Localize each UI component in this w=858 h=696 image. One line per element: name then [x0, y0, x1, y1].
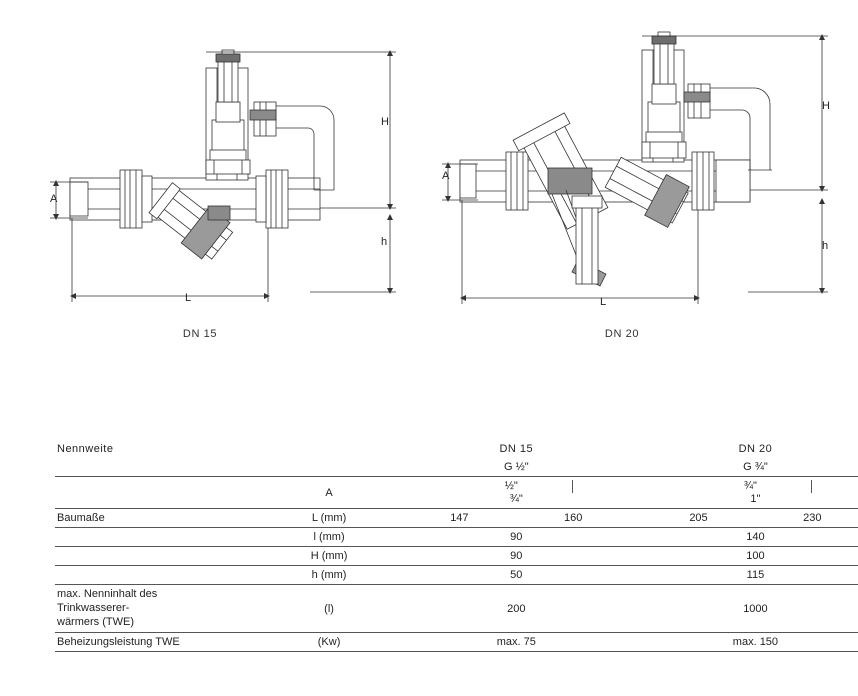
thread-dn20: G ¾" [743, 461, 768, 473]
row-value-dn20 [636, 509, 858, 528]
row-value-dn20: 140 [636, 528, 858, 547]
row-value-dn20 [636, 477, 858, 509]
row-value-dn15 [397, 509, 636, 528]
row-value-dn15: 90 [397, 528, 636, 547]
table-row [55, 509, 858, 528]
row-label [55, 566, 261, 585]
row-label: Baumaße [55, 509, 261, 528]
row-value-dn15: 90 [397, 547, 636, 566]
row-label-line1: max. Nenninhalt des [57, 588, 158, 600]
row-value-dn20-b: 230 [803, 512, 822, 524]
table-header-row [55, 440, 858, 458]
row-value-dn15-a: ½" [504, 480, 518, 493]
cell-divider [811, 480, 813, 493]
dim-label-a-dn20: A [442, 170, 450, 182]
row-label-line3: wärmers (TWE) [57, 615, 134, 628]
dim-label-h-upper-dn15: H [381, 116, 389, 128]
row-param: (l) [261, 585, 396, 633]
thread-dn15: G ½" [503, 461, 529, 473]
dim-label-h-upper-dn20: H [822, 100, 830, 112]
header-dn15: DN 15 [499, 443, 534, 455]
row-label-line2: Trinkwasserer- [57, 601, 130, 614]
row-param: A [261, 477, 396, 509]
row-label [55, 528, 261, 547]
row-value-dn15: 50 [397, 566, 636, 585]
row-label [55, 477, 261, 509]
drawing-dn20 [430, 10, 850, 350]
thread-param-spacer [261, 458, 396, 477]
caption-dn20: DN 20 [604, 328, 640, 340]
row-value-dn20: 1000 [636, 585, 858, 633]
caption-dn15: DN 15 [182, 328, 218, 340]
row-value-dn20: max. 150 [636, 633, 858, 652]
row-value-dn15-b: 160 [564, 512, 583, 524]
row-value-dn15: 200 [397, 585, 636, 633]
dim-label-l-dn20: L [600, 296, 607, 308]
row-value-dn20: 115 [636, 566, 858, 585]
row-value-dn20: 100 [636, 547, 858, 566]
row-value-dn20-a: ¾" [743, 480, 757, 493]
header-param-spacer [261, 440, 396, 458]
header-nennweite: Nennweite [57, 443, 114, 455]
row-param: l (mm) [261, 528, 396, 547]
row-label: Beheizungsleistung TWE [55, 633, 261, 652]
table-row [55, 547, 858, 566]
table-row [55, 477, 858, 509]
table-row [55, 528, 858, 547]
thread-label-spacer [55, 458, 261, 477]
drawing-dn15 [10, 10, 430, 350]
dim-label-l-dn15: L [185, 292, 192, 304]
row-value-dn15 [397, 477, 636, 509]
spec-table [55, 440, 858, 652]
cell-divider [572, 480, 574, 493]
row-value-dn20-a: 205 [689, 512, 708, 524]
table-row [55, 585, 858, 633]
header-dn20: DN 20 [738, 443, 773, 455]
row-value-dn15-a: 147 [450, 512, 469, 524]
dim-label-h-lower-dn20: h [822, 240, 829, 252]
row-param: (Kw) [261, 633, 396, 652]
row-label [55, 547, 261, 566]
row-label [55, 585, 261, 633]
dim-label-a-dn15: A [50, 193, 58, 205]
spec-table-wrap [0, 440, 858, 652]
dim-label-h-lower-dn15: h [381, 236, 388, 248]
row-param: L (mm) [261, 509, 396, 528]
table-row [55, 633, 858, 652]
row-value-dn15: max. 75 [397, 633, 636, 652]
row-value-dn15-b: ¾" [509, 493, 523, 505]
table-thread-row [55, 458, 858, 477]
table-row [55, 566, 858, 585]
row-value-dn20-b: 1" [750, 493, 761, 505]
row-param: H (mm) [261, 547, 396, 566]
row-param: h (mm) [261, 566, 396, 585]
